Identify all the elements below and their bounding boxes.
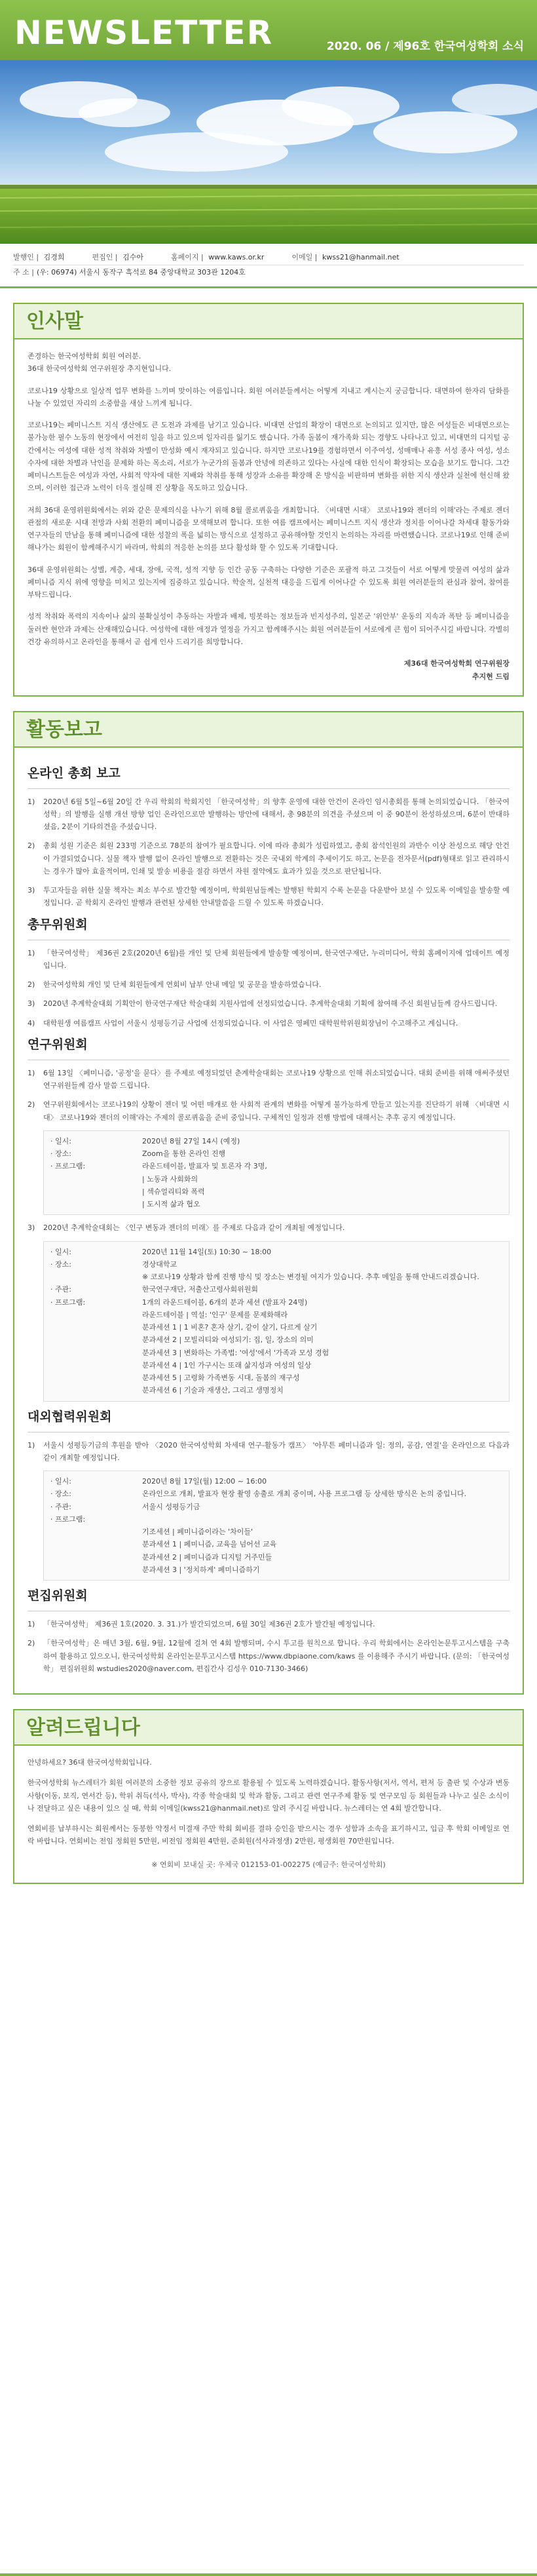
detail-value: 분과세션 3 | 변화하는 가족법: '여성'에서 '가족과 모성 경험: [142, 1348, 329, 1357]
landscape-illustration: [0, 60, 537, 244]
detail-row: [50, 1359, 502, 1372]
detail-value: 분과세션 3 | '정치하게' 페미니즘하기: [142, 1565, 260, 1574]
detail-key: [50, 1372, 142, 1384]
colloquium-detail-box: [43, 1130, 509, 1216]
detail-value: 분과세션 2 | 페미니즘과 디지털 거주민들: [142, 1552, 272, 1562]
detail-value: 2020년 11월 14일(토) 10:30 ~ 18:00: [142, 1247, 272, 1256]
list-item-text: 투고자들을 위한 실물 책자는 최소 부수로 발간할 예정이며, 학회원님들께는 발행된 학회지 수록 논문을 다운받아 보실 수 있도록 이메일을 발송할 예정입니다. 곧 학회지 온라인 발행과 관련된 상세한 안내말씀을 드릴 수 있도록 하겠습니다.: [43, 886, 509, 908]
address-label: 주 소 |: [13, 268, 34, 277]
list-item: [28, 1618, 509, 1630]
list-item-number: 3): [28, 1223, 35, 1233]
greeting-paragraph-3: 저희 36대 운영위원회에서는 위와 같은 문제의식을 나누기 위해 8월 콜로퀴움을 개최합니다. 〈비대면 시대〉 코로나19와 젠더의 이해'라는 주제로 젠더 관점의 새로운 시대 전망과 사회 전환의 페미니즘을 모색해보려 합니다. 또한 여름 캠프에서는 페미니스트 지식 생산과 정치를 이어나갈 차세대 활동가와 연구자들의 만남을 통해 페미니즘에 대한 성찰의 폭을 넓히는 방식으로 설정하고 공유해야할 것인지 논의하는 자리를 마련했습니다. 코로나19로 인해 준비해나가는 회원이 함께해주시기 바라며, 학회의 적응한 논의를 보다 활성화 할 수 있도록 기대합니다.: [28, 505, 509, 552]
editorial-committee-list: [28, 1618, 509, 1675]
detail-key: [50, 1347, 142, 1359]
general-affairs-list: [28, 947, 509, 1029]
list-item-number: 2): [28, 1100, 35, 1109]
detail-key: [50, 1359, 142, 1372]
detail-key: [50, 1526, 142, 1538]
detail-row: [50, 1198, 502, 1210]
detail-value: 2020년 8월 27일 14시 (예정): [142, 1136, 240, 1145]
list-item-number: 3): [28, 999, 35, 1009]
detail-key: · 프로그램:: [50, 1514, 86, 1524]
list-item-number: 1): [28, 1440, 35, 1450]
address-text: (우: 06974) 서울시 동작구 흑석로 84 중앙대학교 303관 1204호: [36, 268, 246, 277]
greeting-paragraph-2: 코로나19는 페미니스트 지식 생산에도 큰 도전과 과제를 남기고 있습니다. 비대면 산업의 확장이 대면으로 논의되고 있지만, 많은 여성들은 비대면으로는 불가능한 필수 노동의 현장에서 여전히 일을 하고 있으며 일자리를 잃기도 했습니다. 가족 돌봄이 재가족화 되는 경향도 나타나고 있고, 비대면의 디지털 공간에서는 여성에 대한 성적 착취와 차별이 만성화 예시 재자되고 있습니다. 하지만 코로나19를 경험하면서 이주여성, 성매매나 유흥 서성 종사 여성, 성소수자에 대한 차별과 낙인을 문제화 하는 목소리, 서로가 누군가의 돌봄과 안녕에 의존하고 있다는 사실에 대한 인식이 확장되는 모습을 보기도 합니다. 그간 페미니스트들은 여성과 자연, 사회적 약자에 대한 지배와 착취를 통해 성장과 소유를 확장해 온 방식을 비판하며 변화를 위한 지식 생산과 실천에 헌신해 왔으며, 이러한 접근과 노력이 더욱 절실해 진 상황을 목도하고 있습니다.: [28, 421, 509, 493]
issue-label: 2020. 06 / 제96호 한국여성학회 소식: [326, 40, 524, 53]
activity-title: 활동보고: [13, 711, 524, 748]
list-item: [28, 1637, 509, 1675]
email-link[interactable]: kwss21@hanmail.net: [322, 253, 399, 261]
editor-label: 편집인 |: [92, 253, 118, 261]
editor-name: 김수아: [122, 253, 143, 261]
list-item: [28, 1098, 509, 1124]
detail-row: [50, 1372, 502, 1384]
publisher-label: 발행인 |: [13, 253, 39, 261]
divider: [28, 788, 509, 789]
detail-value: | 노동과 사회화의: [142, 1174, 198, 1183]
publisher-info-row: [13, 250, 524, 265]
list-item-text: 한국여성학회 개인 및 단체 회원들에게 연회비 납부 안내 메일 및 공문을 발송하였습니다.: [43, 980, 322, 990]
homepage-cell: [171, 250, 264, 265]
fall-conference-detail-box: [43, 1241, 509, 1402]
detail-value: 온라인으로 개최, 발표자 현장 촬영 송출로 개최 중이며, 사용 프로그램 등 상세한 방식은 논의 중입니다.: [142, 1490, 467, 1499]
editor-cell: [92, 250, 143, 265]
email-cell: [291, 250, 399, 265]
greeting-section: [13, 339, 524, 697]
editorial-committee-heading: 편집위원회: [28, 1588, 88, 1604]
detail-value: 라운드테이블 | 역설: '인구' 문제를 문제화해라: [142, 1310, 288, 1319]
external-cooperation-list: [28, 1439, 509, 1465]
detail-row: [50, 1475, 502, 1488]
detail-key: · 주관:: [50, 1502, 71, 1511]
online-assembly-list: [28, 796, 509, 910]
list-item-number: 3): [28, 886, 35, 895]
detail-row: [50, 1347, 502, 1359]
online-assembly-heading: 온라인 총회 보고: [28, 765, 120, 780]
detail-row: [50, 1173, 502, 1185]
research-committee-heading: 연구위원회: [28, 1037, 88, 1052]
detail-key: [50, 1551, 142, 1564]
homepage-link[interactable]: www.kaws.or.kr: [208, 253, 265, 261]
detail-row: [50, 1551, 502, 1564]
list-item-text: 연구위원회에서는 코로나19의 상황이 젠더 및 어떤 매개로 한 사회적 관계의 변화를 어떻게 불가능하게 만들고 있는지를 진단하기 위해 〈비대면 시대〉 코로나19와 젠더의 이해'라는 주제의 콜로퀴움을 준비 중입니다. 구체적인 일정과 진행 방법에 대해서는 추후 공지 예정입니다.: [43, 1100, 509, 1122]
list-item-number: 1): [28, 1620, 35, 1629]
newsletter-title: NEWSLETTER: [14, 14, 274, 52]
detail-key: · 일시:: [50, 1247, 71, 1256]
list-item: [28, 997, 509, 1010]
detail-key: · 주관:: [50, 1285, 71, 1294]
research-committee-list-2: [28, 1221, 509, 1234]
greeting-opening-1: 존경하는 한국여성학회 회원 여러분.: [28, 352, 141, 360]
detail-value: 경상대학교: [142, 1259, 177, 1269]
address-row: [13, 265, 524, 280]
publisher-cell: [13, 250, 64, 265]
detail-key: [50, 1564, 142, 1576]
detail-row: [50, 1185, 502, 1198]
detail-row: [50, 1147, 502, 1160]
list-item-text: 2020년 추계학술대회 기획안이 한국연구재단 학술대회 지원사업에 선정되었습니다. 추계학술대회 기획에 참여해 주신 회원님들께 감사드립니다.: [43, 999, 498, 1009]
activity-section: [13, 748, 524, 1695]
detail-value: 분과세션 6 | 기술과 재생산, 그리고 생명정치: [142, 1386, 284, 1395]
notice-paragraph-2: 한국여성학회 뉴스레터가 회원 여러분의 소중한 정보 공유의 장으로 활용될 수 있도록 노력하겠습니다. 활동사항(저서, 역서, 편저 등 출판 및 수상과 변동사항(이동, 보직, 연서간 등), 학위 취득(석사, 박사), 각종 학술대회 및 학과 활동, 그리고 관련 연구주제 활동 및 연구모임 등 회원들과 나누고 싶은 소식이나 전달하고 싶은 내용이 있으 실 때, 학회 이메일(kwss21@hanmail.net)로 알려 주시길 바랍니다. 뉴스레터는 연 4회 발간합니다.: [28, 1778, 509, 1813]
list-item: [28, 796, 509, 834]
detail-value: 1개의 라운드테이블, 6개의 분과 세션 (발표자 24명): [142, 1298, 308, 1307]
detail-row: [50, 1564, 502, 1576]
detail-key: [50, 1538, 142, 1550]
notice-paragraph-3: 연회비를 납부하시는 회원께서는 동봉한 약정서 미결재 주만 학회 회비를 결하 승인을 받으시는 경우 성함과 소속을 표기하시고, 입금 후 학회 이메일로 연락 바랍니다. 연회비는 전임 정회원 5만원, 비전임 정회원 4만원, 준회원(석사과정생) 2만원, 평생회원 70만원입니다.: [28, 1824, 509, 1846]
notice-title: 알려드립니다: [13, 1709, 524, 1746]
detail-row: [50, 1135, 502, 1147]
list-item-text: 「한국여성학」은 매년 3월, 6월, 9월, 12월에 걸쳐 연 4회 발행되며, 수시 투고를 원칙으로 합니다. 우리 학회에서는 온라인논문투고시스템을 구축하여 활용하고 있으오니, 한국여성학회 온라인논문투고시스템 https://www.dbpiaone.com/kaws 를 이용해주 주시기 바랍니다. (문의: 「한국여성학」 편집위원회 wstudies2020@naver.com, 편집간사 김성우 010-7130-3466): [43, 1639, 509, 1673]
bottom-rule: [0, 2573, 537, 2576]
detail-row: [50, 1513, 502, 1526]
list-item-number: 1): [28, 797, 35, 806]
detail-row: [50, 1538, 502, 1550]
detail-value: 한국연구재단, 저출산고령사회위원회: [142, 1285, 259, 1294]
detail-key: · 일시:: [50, 1136, 71, 1145]
detail-row: [50, 1160, 502, 1172]
detail-key: [50, 1271, 142, 1283]
detail-row: [50, 1526, 502, 1538]
detail-row: [50, 1258, 502, 1271]
list-item: [28, 1017, 509, 1029]
list-item-number: 2): [28, 1639, 35, 1648]
camp-detail-box: [43, 1471, 509, 1581]
greeting-paragraph-5: 성적 착취와 폭력의 지속이나 삶의 불확실성이 추동하는 자발과 배제, 빙봇하는 정보들과 빈지성주의, 일본군 '위안부' 운동의 지속과 폭탄 등 페미니즘을 둘러싼 현안과 과제는 산재해있습니다. 여성학에 대한 애정과 열정을 가지고 함께해주시는 회원 여러분들이 서로에게 큰 힘이 되어주시길 바랍니다. 각별히 건강 유의하시고 온라인을 통해서 곧 쉽게 인사 드리기를 희망합니다.: [28, 612, 509, 646]
detail-value: 분과세션 4 | 1인 가구시는 또래 삶지성과 여성의 일상: [142, 1360, 312, 1370]
list-item: [28, 1067, 509, 1092]
activity-section-header: [0, 697, 537, 748]
list-item-text: 2020년 추계학술대회는 〈인구 변동과 젠더의 미래〉를 주제로 다음과 같이 개최될 예정입니다.: [43, 1223, 345, 1233]
list-item-text: 대학원생 여름캠프 사업이 서울시 성평등기금 사업에 선정되었습니다. 이 사업은 영페민 대학원학위원회장님이 수고해주고 계십니다.: [43, 1018, 458, 1028]
detail-key: [50, 1334, 142, 1346]
signature-org: 제36대 한국여성학회 연구위원장: [403, 659, 509, 668]
list-item-text: 「한국여성학」 제36권 1호(2020. 3. 31.)가 발간되었으며, 6월 30일 제36권 2호가 발간될 예정입니다.: [43, 1620, 375, 1629]
notice-body: [14, 1746, 523, 1883]
detail-row: [50, 1321, 502, 1334]
detail-row: [50, 1271, 502, 1283]
greeting-signature: [28, 657, 509, 683]
greeting-paragraph-4: 36대 운영위원회는 성별, 계층, 세대, 장애, 국적, 성적 지향 등 인간 공동 구축하는 다양한 기준은 포괄적 하고 그것들이 서로 어떻게 맞물려 여성의 삶과 페미니즘 지식 위에 영향을 미치고 있는지에 집중하고 있습니다. 학술적, 실천적 대응을 드립게 이어나갈 수 있도록 회원 여러분들의 관심과 참여, 참여를 부탁드립니다.: [28, 565, 509, 599]
detail-row: [50, 1296, 502, 1309]
list-item: [28, 884, 509, 910]
detail-value: 2020년 8월 17일(월) 12:00 ~ 16:00: [142, 1477, 267, 1486]
greeting-section-header: [0, 288, 537, 339]
list-item-text: 「한국여성학」 제36권 2호(2020년 6월)를 개인 및 단체 회원들에게 발송할 예정이며, 한국연구재단, 누리미디어, 학회 홈페이지에 업데이트 예정입니다.: [43, 948, 509, 970]
banner-landscape-image: [0, 60, 537, 244]
detail-value: 분과세션 5 | 고령화 가족변동 시대, 돌봄의 재구성: [142, 1374, 300, 1383]
detail-key: · 장소:: [50, 1259, 71, 1269]
list-item-number: 1): [28, 948, 35, 957]
greeting-body: [14, 339, 523, 695]
detail-value: Zoom을 통한 온라인 진행: [142, 1149, 226, 1159]
detail-value: 분과세션 2 | 모빌리티와 여성되기: 집, 일, 장소의 의미: [142, 1336, 314, 1345]
detail-row: [50, 1309, 502, 1321]
list-item: [28, 1439, 509, 1465]
detail-row: [50, 1334, 502, 1346]
general-affairs-heading: 총무위원회: [28, 917, 88, 932]
list-item-text: 총회 성원 기준은 회원 233명 기준으로 78분의 참여가 필요합니다. 이에 따라 총회가 성립하였고, 총회 참석인원의 과반수 이상 찬성으로 해당 안건이 가결되었습니다. 실물 책자 발행 없이 온라인 발행으로 전환하는 것은 국내외 학계의 추세이기도 하고, 논문을 전자문서(pdf)형태로 읽고 관리하시는 경우가 많아 효율적이며, 인쇄 및 발송 비용을 절감 하면서 자원 절약에도 효과가 있을 것으로 판단됩니다.: [43, 841, 509, 875]
list-item: [28, 1221, 509, 1234]
detail-value: 분과세션 1 | 페미니즘, 교육을 넘어선 교육: [142, 1540, 277, 1549]
list-item-text: 6월 13일 〈페미니즘, '공정'을 묻다〉를 주제로 예정되었던 춘계학술대회는 코로나19 상황으로 인해 취소되었습니다. 대회 준비를 위해 애써주셨던 연구위원들께 감사 말씀 드립니다.: [43, 1068, 509, 1090]
detail-row: [50, 1384, 502, 1396]
list-item-number: 1): [28, 1068, 35, 1077]
detail-row: [50, 1246, 502, 1258]
email-label: 이메일 |: [291, 253, 318, 261]
notice-paragraph-1: 안녕하세요? 36대 한국여성학회입니다.: [28, 1758, 152, 1767]
detail-key: · 일시:: [50, 1477, 71, 1486]
list-item-text: 서울시 성평등기금의 후원을 받아 〈2020 한국여성학회 차세대 연구-활동가 캠프〉 '아무튼 페미니즘과 일: 정의, 공감, 연결'을 온라인으로 다음과 같이 개최할 예정입니다.: [43, 1440, 509, 1462]
list-item-text: 2020년 6월 5일~6월 20일 간 우리 학회의 학회지인 「한국여성학」의 향후 운영에 대한 안건이 온라인 임시총회를 통해 논의되었습니다. 「한국여성학」의 발행을 실행 개선 방향 업인 온라인으로만 발행하는 방안에 대해서, 총 98분의 의견을 주셨으며 이 중 90분이 찬성하셨으며, 6분이 반대하셨음, 2분이 기타의견을 주셨습니다.: [43, 797, 509, 832]
publisher-name: 김경희: [43, 253, 65, 261]
membership-fee-account: ※ 연회비 보내실 곳: 우체국 012153-01-002275 (예금주: 한국여성학회): [151, 1860, 386, 1869]
list-item: [28, 839, 509, 877]
newsletter-header: [0, 0, 537, 60]
detail-value: 서울시 성평등기금: [142, 1502, 200, 1511]
detail-value: 분과세션 1 | 1 비혼? 혼자 살기, 같이 살기, 다르게 살기: [142, 1323, 318, 1332]
detail-value: | 섹슈얼리티와 폭력: [142, 1187, 205, 1196]
research-committee-list: [28, 1067, 509, 1124]
detail-row: [50, 1283, 502, 1296]
notice-section: [13, 1746, 524, 1884]
greeting-paragraph-1: 코로나19 상황으로 일상적 업무 변화를 느끼며 맞이하는 여름입니다. 회원 여러분들께서는 어떻게 지내고 계시는지 궁금합니다. 대면하여 한자리 담화를 나눌 수 있었던 자리의 소중함을 새삼 느끼게 됩니다.: [28, 386, 509, 408]
detail-key: · 장소:: [50, 1149, 71, 1159]
activity-body: [14, 748, 523, 1694]
detail-key: [50, 1384, 142, 1396]
detail-value: ※ 코로나19 상황과 함께 진행 방식 및 장소는 변경될 여지가 있습니다. 추후 메일을 통해 안내드리겠습니다.: [142, 1273, 479, 1282]
detail-row: [50, 1501, 502, 1513]
greeting-title: 인사말: [13, 303, 524, 339]
detail-key: [50, 1173, 142, 1185]
list-item-number: 4): [28, 1018, 35, 1028]
detail-key: [50, 1321, 142, 1334]
detail-key: [50, 1309, 142, 1321]
signature-name: 추지현 드림: [472, 672, 509, 681]
list-item-number: 2): [28, 980, 35, 990]
detail-key: [50, 1185, 142, 1198]
homepage-label: 홈페이지 |: [170, 253, 204, 261]
detail-row: [50, 1488, 502, 1500]
detail-value: 라운드테이블, 발표자 및 토론자 각 3명,: [142, 1162, 267, 1171]
publisher-info: [0, 244, 537, 288]
detail-value: | 도시적 삶과 협오: [142, 1200, 200, 1209]
external-cooperation-heading: 대외협력위원회: [28, 1409, 112, 1424]
detail-key: · 프로그램:: [50, 1298, 86, 1307]
detail-key: · 프로그램:: [50, 1162, 86, 1171]
list-item: [28, 978, 509, 991]
detail-key: · 장소:: [50, 1490, 71, 1499]
detail-value: 기조세션 | 페미니즘이라는 '차이들': [142, 1528, 253, 1537]
list-item: [28, 947, 509, 972]
notice-section-header: [0, 1695, 537, 1746]
list-item-number: 2): [28, 841, 35, 851]
detail-key: [50, 1198, 142, 1210]
greeting-opening-2: 36대 한국여성학회 연구위원장 추지현입니다.: [28, 364, 172, 374]
